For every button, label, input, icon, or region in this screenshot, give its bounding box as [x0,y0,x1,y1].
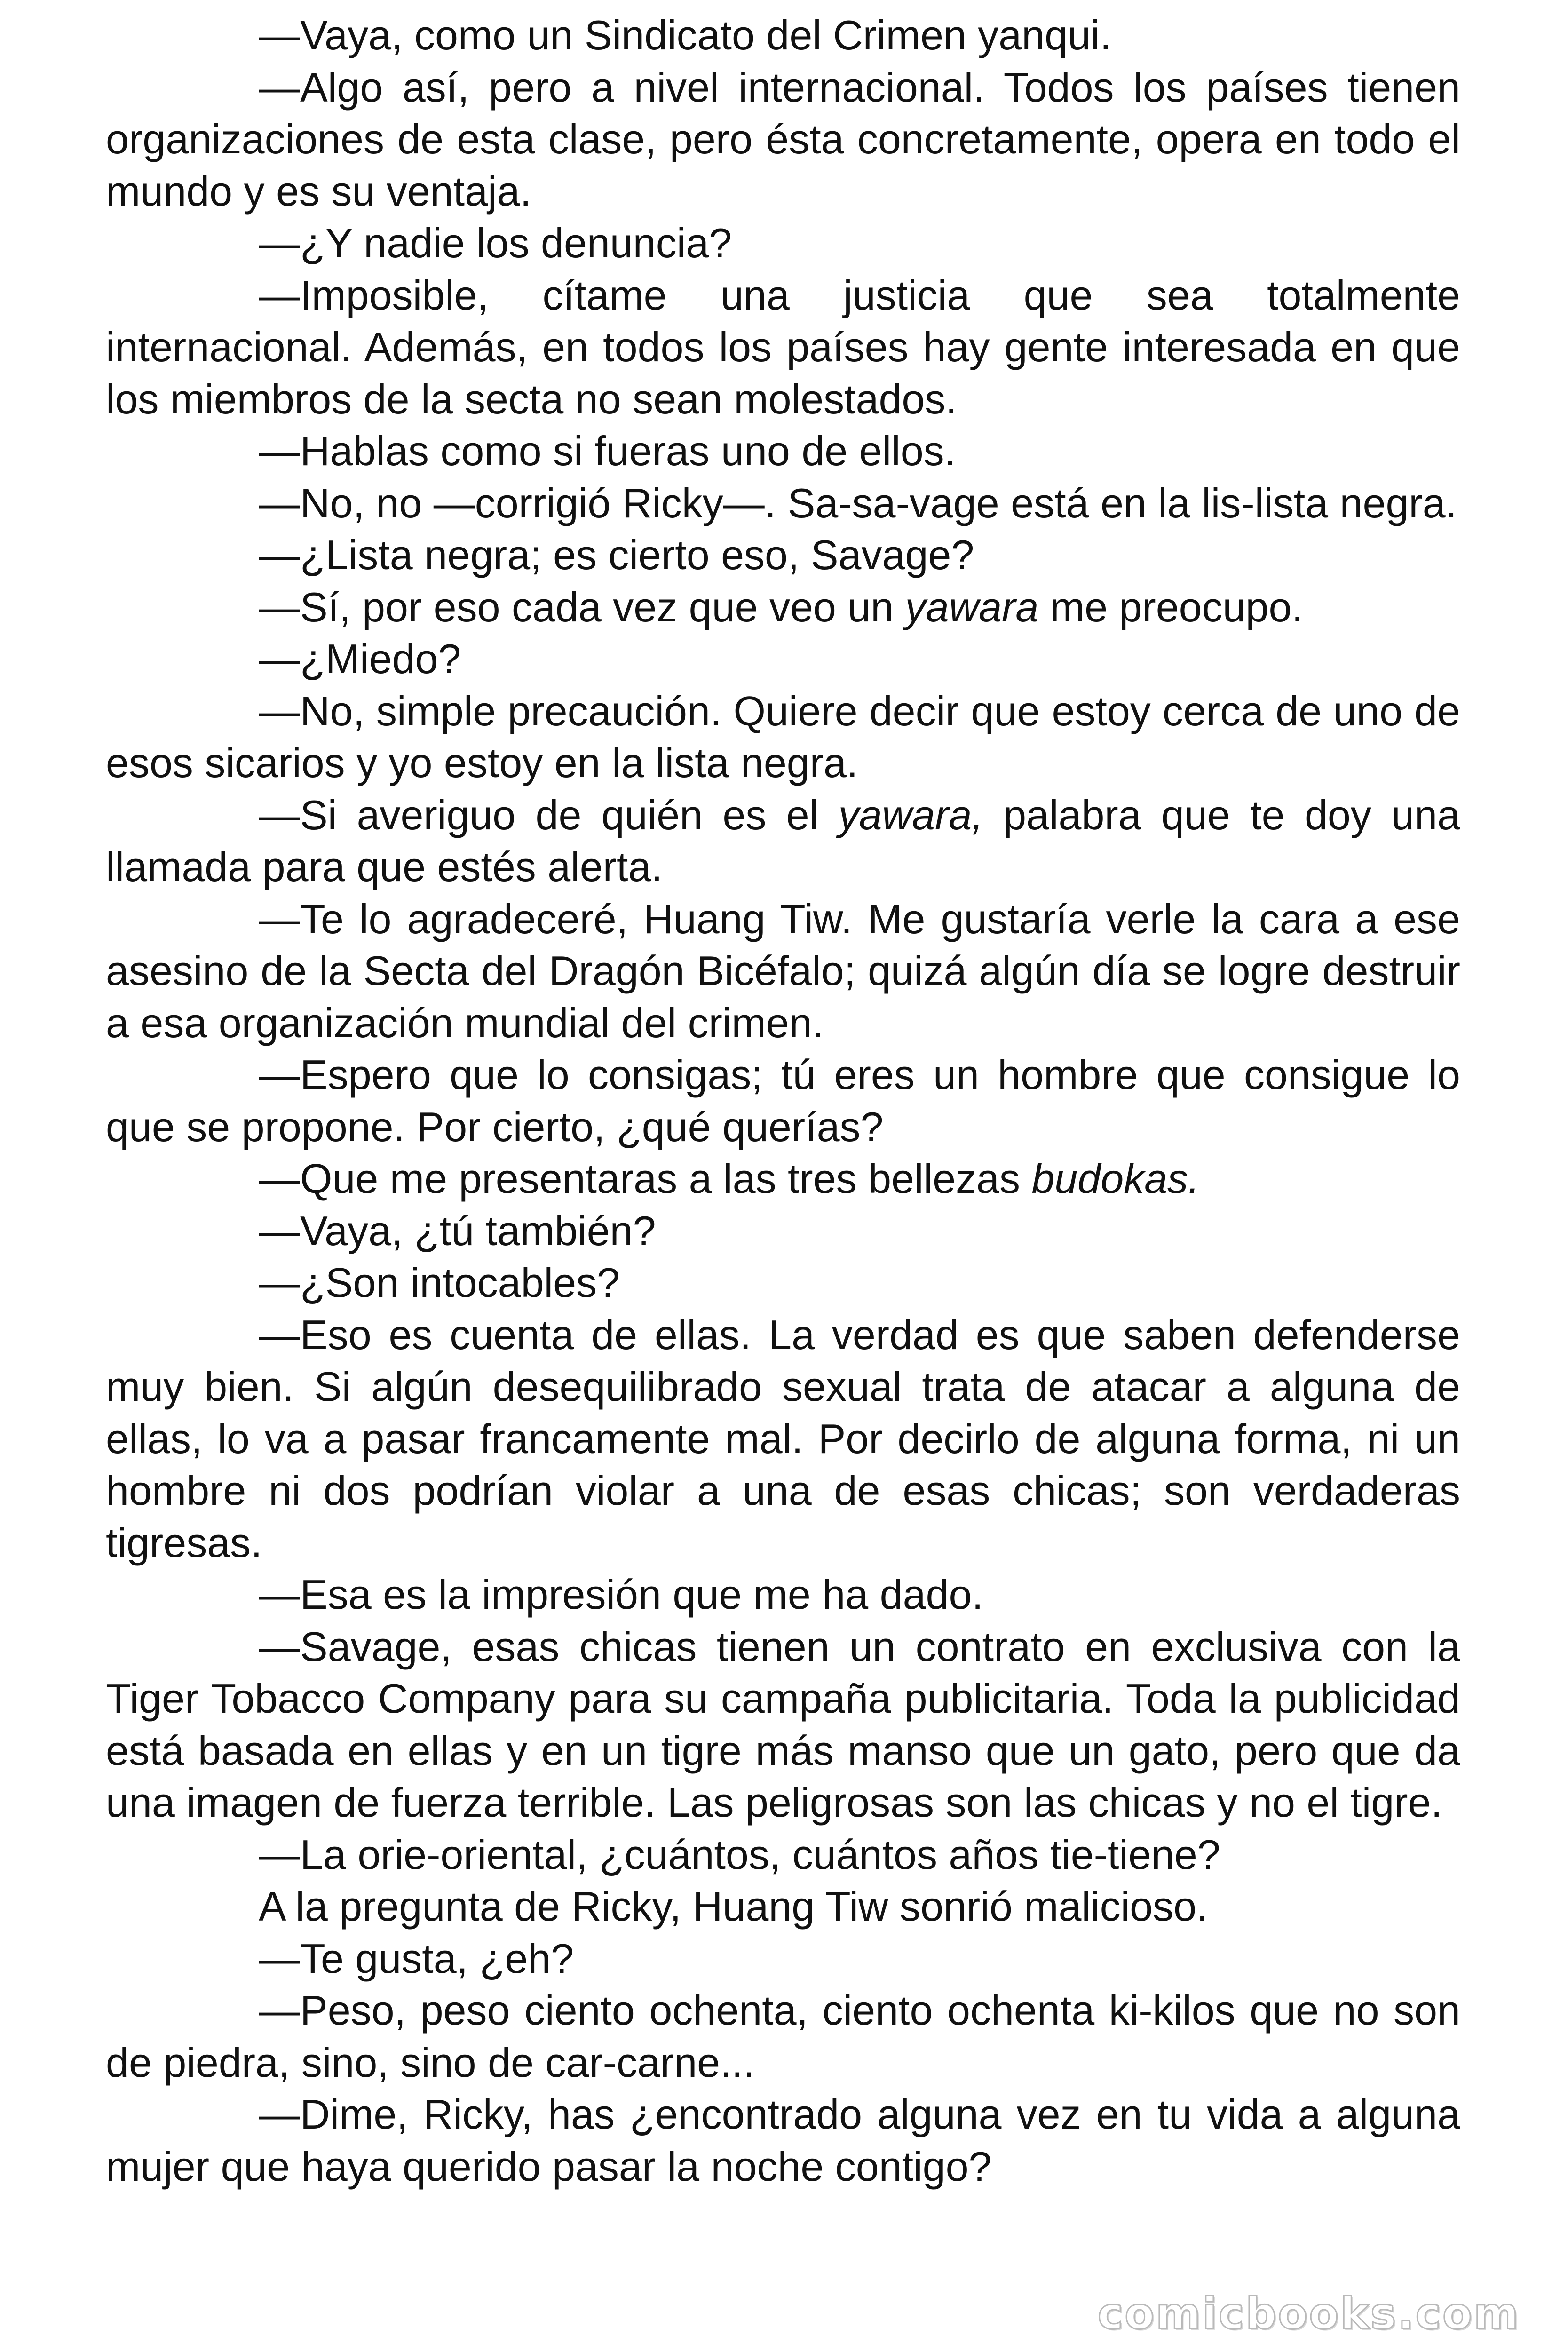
text-run: —Vaya, como un Sindicato del Crimen yanqui. [259,12,1112,58]
text-run: —No, simple precaución. Quiere decir que estoy cerca de uno de esos sicarios y yo estoy en la lista negra. [106,687,1460,786]
text-run: A la pregunta de Ricky, Huang Tiw sonrió malicioso. [259,1883,1208,1930]
text-run: —Que me presentaras a las tres bellezas [259,1155,1032,1202]
watermark-logo: comicbooks.com [1097,2288,1520,2339]
paragraph [106,1569,1460,1621]
paragraph [106,2089,1460,2193]
text-run: —¿Son intocables? [259,1259,620,1306]
paragraph [106,685,1460,789]
text-run: —¿Lista negra; es cierto eso, Savage? [259,532,974,578]
italic-text-run: yawara, [838,791,983,838]
text-run: me preocupo. [1038,583,1303,630]
text-run: —Dime, Ricky, has ¿encontrado alguna vez en tu vida a alguna mujer que haya querido pasar la noche contigo? [106,2091,1460,2190]
paragraph [106,633,1460,685]
text-run: —Eso es cuenta de ellas. La verdad es que saben defenderse muy bien. Si algún desequilibrado sexual trata de atacar a alguna de ellas, lo va a pasar francamente mal. Por decirlo de alguna forma, ni un hombre ni dos podrían violar a una de esas chicas; son verdaderas tigresas. [106,1311,1460,1566]
italic-text-run: yawara [905,583,1039,630]
paragraph [106,1153,1460,1205]
paragraph [106,1309,1460,1569]
paragraph [106,893,1460,1049]
paragraph [106,1205,1460,1257]
paragraph [106,581,1460,634]
paragraph [106,1933,1460,1985]
paragraph [106,1049,1460,1153]
italic-text-run: budokas. [1031,1155,1200,1202]
paragraph [106,1621,1460,1829]
document-page [106,9,1460,2193]
paragraph [106,789,1460,893]
text-run: —Esa es la impresión que me ha dado. [259,1571,983,1618]
paragraph [106,9,1460,62]
text-run: palabra que te doy una llamada para que estés alerta. [106,791,1461,890]
paragraph [106,62,1460,218]
text-run: —Sí, por eso cada vez que veo un [259,583,905,630]
paragraph [106,425,1460,477]
text-run: —Peso, peso ciento ochenta, ciento ochenta ki-kilos que no son de piedra, sino, sino de car-carne... [106,1987,1460,2086]
text-run: —Te gusta, ¿eh? [259,1935,574,1982]
text-run: —No, no —corrigió Ricky—. Sa-sa-vage está en la lis-lista negra. [259,479,1457,526]
paragraph [106,270,1460,426]
text-run: —Algo así, pero a nivel internacional. Todos los países tienen organizaciones de esta clase, pero ésta concretamente, opera en todo el mundo y es su ventaja. [106,64,1460,215]
paragraph [106,477,1460,530]
text-run: —¿Miedo? [259,636,461,682]
paragraph [106,1257,1460,1309]
paragraph [106,1829,1460,1881]
text-run: —Vaya, ¿tú también? [259,1207,656,1254]
text-run: —Espero que lo consigas; tú eres un hombre que consigue lo que se propone. Por cierto, ¿qué querías? [106,1051,1460,1150]
paragraph [106,529,1460,581]
text-run: —Si averiguo de quién es el [259,791,839,838]
text-run: —Imposible, cítame una justicia que sea totalmente internacional. Además, en todos los países hay gente interesada en que los miembros de la secta no sean molestados. [106,271,1460,422]
text-run: —Savage, esas chicas tienen un contrato en exclusiva con la Tiger Tobacco Company para su campaña publicitaria. Toda la publicidad está basada en ellas y en un tigre más manso que un gato, pero que da una imagen de fuerza terrible. Las peligrosas son las chicas y no el tigre. [106,1623,1460,1826]
text-run: —¿Y nadie los denuncia? [259,220,732,266]
paragraph [106,1881,1460,1933]
paragraph [106,217,1460,270]
text-run: —Te lo agradeceré, Huang Tiw. Me gustaría verle la cara a ese asesino de la Secta del Dragón Bicéfalo; quizá algún día se logre destruir a esa organización mundial del crimen. [106,895,1460,1046]
text-run: —La orie-oriental, ¿cuántos, cuántos años tie-tiene? [259,1831,1220,1878]
paragraph [106,1985,1460,2089]
text-run: —Hablas como si fueras uno de ellos. [259,428,956,474]
